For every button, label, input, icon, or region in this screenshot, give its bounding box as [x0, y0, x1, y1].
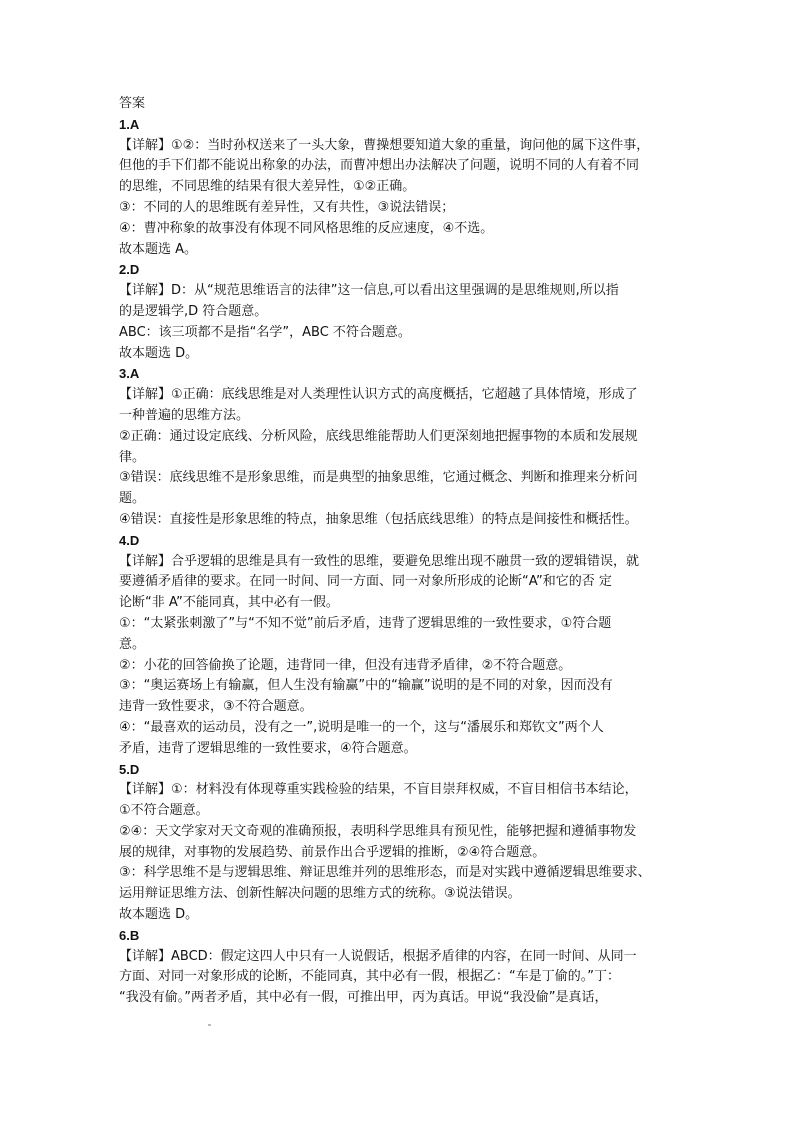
explanation-line: ②正确：通过设定底线、分析风险，底线思维能帮助人们更深刻地把握事物的本质和发展规 — [119, 428, 638, 444]
explanation-line: ①：“太紧张刺激了”与“不知不觉”前后矛盾，违背了逻辑思维的一致性要求，①符合题 — [119, 615, 612, 631]
explanation-line: 但他的手下们都不能说出称象的办法，而曹冲想出办法解决了问题，说明不同的人有着不同 — [119, 158, 640, 174]
explanation-line: 【详解】①正确：底线思维是对人类理性认识方式的高度概括，它超越了具体情境，形成了 — [119, 387, 638, 403]
explanation-line: 故本题选 A。 — [119, 241, 198, 257]
explanation-line: ②④：天文学家对天文奇观的准确预报，表明科学思维具有预见性，能够把握和遵循事物发 — [119, 823, 637, 839]
explanation-line: 的思维，不同思维的结果有很大差异性，①②正确。 — [119, 179, 416, 195]
explanation-line: 论断“非 A”不能同真，其中必有一假。 — [119, 595, 339, 611]
explanation-line: 矛盾，违背了逻辑思维的一致性要求，④符合题意。 — [119, 740, 417, 756]
explanation-line: 【详解】ABCD：假定这四人中只有一人说假话，根据矛盾律的内容，在同一时间、从同一 — [119, 948, 637, 964]
question-block — [119, 260, 679, 364]
explanation-line: ②：小花的回答偷换了论题，违背同一律，但没有违背矛盾律，②不符合题意。 — [119, 657, 572, 673]
question-block — [119, 531, 679, 760]
explanation-line: 展的规律，对事物的发展趋势、前景作出合乎逻辑的推断，②④符合题意。 — [119, 844, 546, 860]
explanation-line: 运用辩证思维方法、创新性解决问题的思维方式的统称。③说法错误。 — [119, 886, 521, 902]
explanation-line: ABC：该三项都不是指“名学”，ABC 不符合题意。 — [119, 324, 411, 340]
explanation-line: 【详解】①：材料没有体现尊重实践检验的结果，不盲目崇拜权威，不盲目相信书本结论， — [119, 782, 638, 798]
explanation-line: 故本题选 D。 — [119, 345, 199, 361]
question-number: 6.B — [119, 927, 140, 943]
question-number: 4.D — [119, 532, 140, 548]
explanation-line: 题。 — [119, 491, 146, 507]
explanation-line: 违背一致性要求，③不符合题意。 — [119, 699, 313, 715]
explanation-line: ③错误：底线思维不是形象思维，而是典型的抽象思维，它通过概念、判断和推理来分析问 — [119, 470, 638, 486]
question-block — [119, 115, 679, 261]
explanation-line: 方面、对同一对象形成的论断，不能同真，其中必有一假，根据乙：“车是丁偷的。”丁： — [119, 969, 620, 985]
explanation-line: 一种普遍的思维方法。 — [119, 407, 250, 423]
explanation-line: 意。 — [119, 636, 146, 652]
question-number: 3.A — [119, 366, 140, 382]
explanation-line: ③：不同的人的思维既有差异性，又有共性，③说法错误； — [119, 199, 455, 215]
explanation-line: ③：科学思维不是与逻辑思维、辩证思维并列的思维形态，而是对实践中遵循逻辑思维要求、 — [119, 865, 651, 881]
explanation-line: ③：“奥运赛场上有输赢，但人生没有输赢”中的“输赢”说明的是不同的对象，因而没有 — [119, 678, 613, 694]
question-block — [119, 364, 679, 530]
explanation-line: 【详解】D：从“规范思维语言的法律”这一信息,可以看出这里强调的是思维规则,所以指 — [119, 283, 619, 299]
question-block — [119, 926, 679, 1009]
explanation-line: “我没有偷。”两者矛盾，其中必有一假，可推出甲，丙为真话。甲说“我没偷”是真话， — [119, 990, 608, 1006]
explanation-line: 要遵循矛盾律的要求。在同一时间、同一方面、同一对象所形成的论断“A”和它的否 定 — [119, 574, 612, 590]
explanation-line: ④错误：直接性是形象思维的特点，抽象思维（包括底线思维）的特点是间接性和概括性。 — [119, 511, 638, 527]
explanation-line: 故本题选 D。 — [119, 907, 199, 923]
explanation-line: ④：“最喜欢的运动员，没有之一”,说明是唯一的一个，这与“潘展乐和郑钦文”两个人 — [119, 719, 604, 735]
question-number: 5.D — [119, 761, 140, 777]
page-speck — [208, 1024, 211, 1026]
explanation-line: 律。 — [119, 449, 146, 465]
explanation-line: ①不符合题意。 — [119, 803, 209, 819]
answer-document — [119, 94, 679, 1009]
question-number: 2.D — [119, 262, 140, 278]
explanation-line: 【详解】①②：当时孙权送来了一头大象，曹操想要知道大象的重量，询问他的属下这件事， — [119, 137, 650, 153]
explanation-line: ④：曹冲称象的故事没有体现不同风格思维的反应速度，④不选。 — [119, 220, 494, 236]
question-number: 1.A — [119, 116, 140, 132]
question-list — [119, 115, 679, 1009]
document-title: 答案 — [119, 96, 146, 111]
question-block — [119, 760, 679, 926]
explanation-line: 【详解】合乎逻辑的思维是具有一致性的思维，要避免思维出现不融贯一致的逻辑错误，就 — [119, 553, 640, 569]
explanation-line: 的是逻辑学,D 符合题意。 — [119, 303, 268, 319]
